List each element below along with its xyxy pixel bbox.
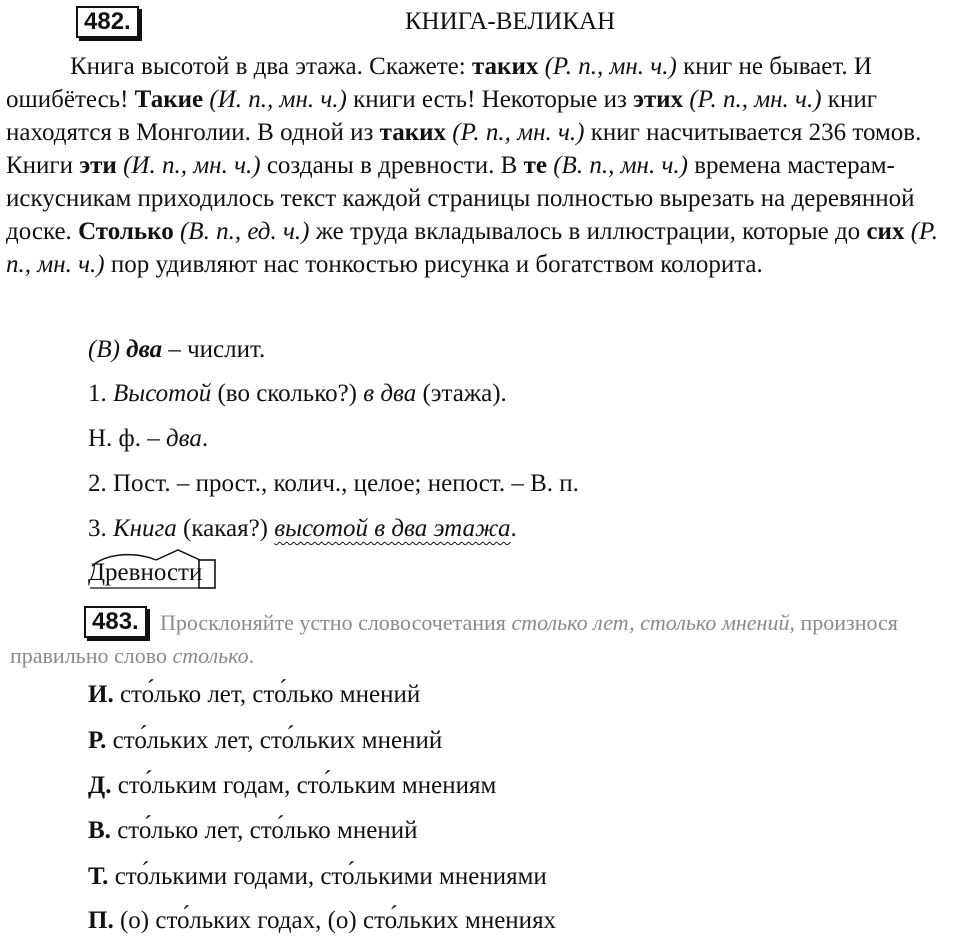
text-run: Столько	[78, 218, 174, 245]
text-run: два	[166, 425, 202, 452]
exercise-text-paragraph	[6, 50, 958, 281]
text-run: таких	[471, 53, 539, 80]
text-run: – числит.	[162, 336, 266, 363]
text-run: созданы в древности. В	[260, 152, 524, 179]
text-run: (Р. п., мн. ч.)	[538, 53, 677, 80]
analysis-line	[88, 512, 517, 545]
text-run: книг не бывает. И ошибётесь!	[6, 53, 872, 113]
exercise-number-483: 483.	[84, 606, 147, 638]
case-forms: сто́льких лет, сто́льких мнений	[112, 727, 443, 754]
text-run: (этажа).	[416, 380, 507, 407]
text-run: книг насчитывается 236 томов. Книги	[6, 119, 922, 179]
analysis-line	[88, 422, 208, 455]
declension-row	[88, 904, 556, 937]
case-forms: сто́лько лет, сто́лько мнений	[119, 681, 421, 708]
text-run: (И. п., мн. ч.)	[116, 152, 261, 179]
text-run: Просклоняйте устно словосочетания	[160, 610, 512, 635]
morpheme-word: Древности	[88, 559, 203, 586]
text-run: .	[248, 643, 255, 668]
text-run: 2. Пост. – прост., колич., целое; непост. – В. п.	[88, 470, 579, 497]
case-label: Д.	[88, 772, 112, 799]
text-run: пор удивляют нас тонкостью рисунка и богатством колорита.	[104, 251, 763, 278]
text-run: (Р. п., мн. ч.)	[6, 218, 939, 278]
text-run: (Р. п., мн. ч.)	[446, 119, 585, 146]
text-run: Книга высотой в два этажа. Скажете:	[70, 53, 472, 80]
text-run: .	[510, 515, 517, 542]
text-run: 3.	[88, 515, 113, 542]
text-run: Высотой	[113, 380, 212, 407]
text-run: (И. п., мн. ч.)	[203, 86, 347, 113]
text-run: , произнося правильно слово	[10, 610, 898, 668]
text-run: .	[201, 425, 209, 452]
declension-row	[88, 724, 442, 757]
case-forms: сто́лько лет, сто́лько мнений	[117, 817, 418, 844]
case-label: В.	[88, 817, 111, 844]
analysis-line	[88, 333, 265, 366]
text-run: книги есть! Некоторые из	[346, 86, 634, 113]
text-run: (Р. п., мн. ч.)	[683, 86, 822, 113]
analysis-line	[88, 467, 579, 500]
text-title: КНИГА-ВЕЛИКАН	[404, 8, 616, 35]
case-forms: (о) сто́льких годах, (о) сто́льких мнениях	[119, 907, 557, 934]
text-run: Такие	[134, 86, 204, 113]
declension-row	[88, 678, 420, 711]
text-run: те	[523, 152, 547, 179]
text-run: Книга	[113, 515, 177, 542]
text-run: (какая?)	[176, 515, 275, 542]
text-run: (во сколько?)	[211, 380, 364, 407]
text-run: в два	[363, 380, 417, 407]
text-run: высотой в два этажа	[274, 515, 511, 542]
text-run: же труда вкладывалось в иллюстрации, которые до	[309, 218, 867, 245]
text-run: столько	[172, 643, 249, 668]
text-run: 1.	[88, 380, 113, 407]
text-run: (В. п., мн. ч.)	[546, 152, 688, 179]
text-run: этих	[633, 86, 684, 113]
text-run: два	[126, 336, 163, 363]
case-label: П.	[88, 907, 114, 934]
text-run: столько лет, столько мнений	[511, 610, 790, 635]
case-label: Р.	[88, 727, 107, 754]
text-run: эти	[79, 152, 117, 179]
declension-row	[88, 860, 547, 893]
declension-row	[88, 769, 496, 802]
text-run: времена мастерам-искусникам приходилось текст каждой страницы полностью вырезать на деревянной доске.	[6, 152, 915, 245]
exercise-task	[10, 606, 956, 672]
declension-row	[88, 814, 417, 847]
morpheme-analysis	[88, 548, 228, 592]
analysis-line	[88, 377, 507, 410]
case-label: Т.	[88, 863, 109, 890]
exercise-number-482: 482.	[76, 6, 139, 38]
text-run: книг находятся в Монголии. В одной из	[6, 86, 877, 146]
morpheme-marks-icon	[88, 548, 228, 592]
text-run: сих	[866, 218, 905, 245]
case-forms: сто́льким годам, сто́льким мнениям	[117, 772, 497, 799]
text-run: Н. ф. –	[88, 425, 167, 452]
text-run: (В. п., ед. ч.)	[173, 218, 310, 245]
case-label: И.	[88, 681, 114, 708]
text-run: таких	[379, 119, 447, 146]
case-forms: сто́лькими годами, сто́лькими мнениями	[114, 863, 547, 890]
text-run: (В)	[88, 336, 127, 363]
